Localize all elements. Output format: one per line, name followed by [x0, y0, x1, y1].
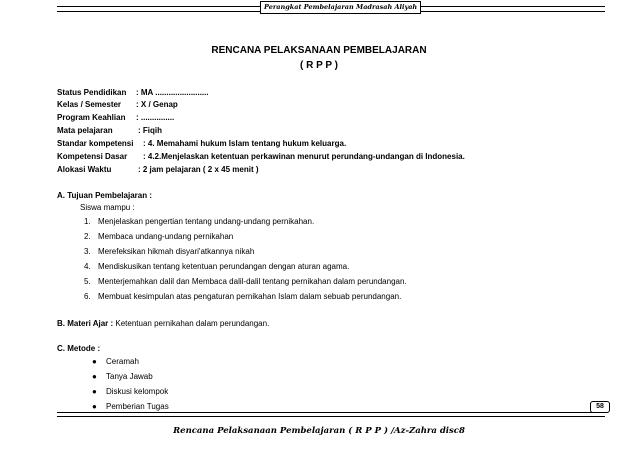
footer-text: Rencana Pelaksanaan Pembelajaran ( R P P ) /Az-Zahra disc8 [173, 426, 465, 436]
meta-row [57, 139, 346, 148]
meta-label: Alokasi Waktu [57, 165, 112, 174]
meta-value: : X / Genap [136, 100, 178, 109]
list-item: 3. Merefeksikan hikmah disyari'atkannya nikah [84, 247, 255, 256]
meta-label: Standar kompetensi [57, 139, 134, 148]
meta-value: : 4. Memahami hukum Islam tentang hukum keluarga. [143, 139, 347, 148]
footer-rule-bottom [57, 416, 605, 417]
document-subtitle: ( R P P ) [300, 60, 338, 71]
meta-row [57, 126, 162, 135]
section-b: B. Materi Ajar : Ketentuan pernikahan dalam perundangan. [57, 319, 270, 328]
page-number: 58 [590, 401, 610, 413]
meta-value: : ............... [136, 113, 175, 122]
bullet-icon: ● [92, 357, 97, 366]
list-item: ● Diskusi kelompok [92, 387, 169, 396]
list-item: ● Ceramah [92, 357, 139, 366]
meta-label: Program Keahlian [57, 113, 126, 122]
meta-row [57, 100, 178, 109]
section-a-intro: Siswa mampu : [80, 203, 135, 212]
meta-label: Status Pendidikan [57, 88, 127, 97]
meta-row [57, 165, 259, 174]
bullet-icon: ● [92, 372, 97, 381]
meta-value: : 4.2.Menjelaskan ketentuan perkawinan menurut perundang-undangan di Indonesia. [143, 152, 465, 161]
meta-label: Mata pelajaran [57, 126, 113, 135]
meta-value: : MA ........................ [136, 88, 209, 97]
header-label: Perangkat Pembelajaran Madrasah Aliyah [260, 1, 421, 14]
list-item: 1. Menjelaskan pengertian tentang undang-undang pernikahan. [84, 217, 315, 226]
meta-value: : 2 jam pelajaran ( 2 x 45 menit ) [138, 165, 259, 174]
document-title: RENCANA PELAKSANAAN PEMBELAJARAN [211, 45, 427, 56]
meta-label: Kelas / Semester [57, 100, 122, 109]
meta-value: : Fiqih [138, 126, 162, 135]
bullet-icon: ● [92, 387, 97, 396]
list-item: ● Tanya Jawab [92, 372, 153, 381]
section-a-heading: A. Tujuan Pembelajaran : [57, 191, 152, 200]
meta-row [57, 113, 174, 122]
list-item: 4. Mendiskusikan tentang ketentuan perundangan dengan aturan agama. [84, 262, 350, 271]
section-c-heading: C. Metode : [57, 344, 101, 353]
footer-rule-top [57, 412, 605, 413]
list-item: 6. Membuat kesimpulan atas pengaturan pernikahan Islam dalam sebuab perundangan. [84, 292, 402, 301]
bullet-icon: ● [92, 402, 97, 411]
meta-row [57, 88, 209, 97]
list-item: 5. Menterjemahkan dalil dan Membaca dalil-dalil tentang pernikahan dalam perundangan. [84, 277, 407, 286]
list-item: 2. Membaca undang-undang pernikahan [84, 232, 234, 241]
meta-label: Kompetensi Dasar [57, 152, 128, 161]
meta-row [57, 152, 465, 161]
list-item: ● Pemberian Tugas [92, 402, 169, 411]
